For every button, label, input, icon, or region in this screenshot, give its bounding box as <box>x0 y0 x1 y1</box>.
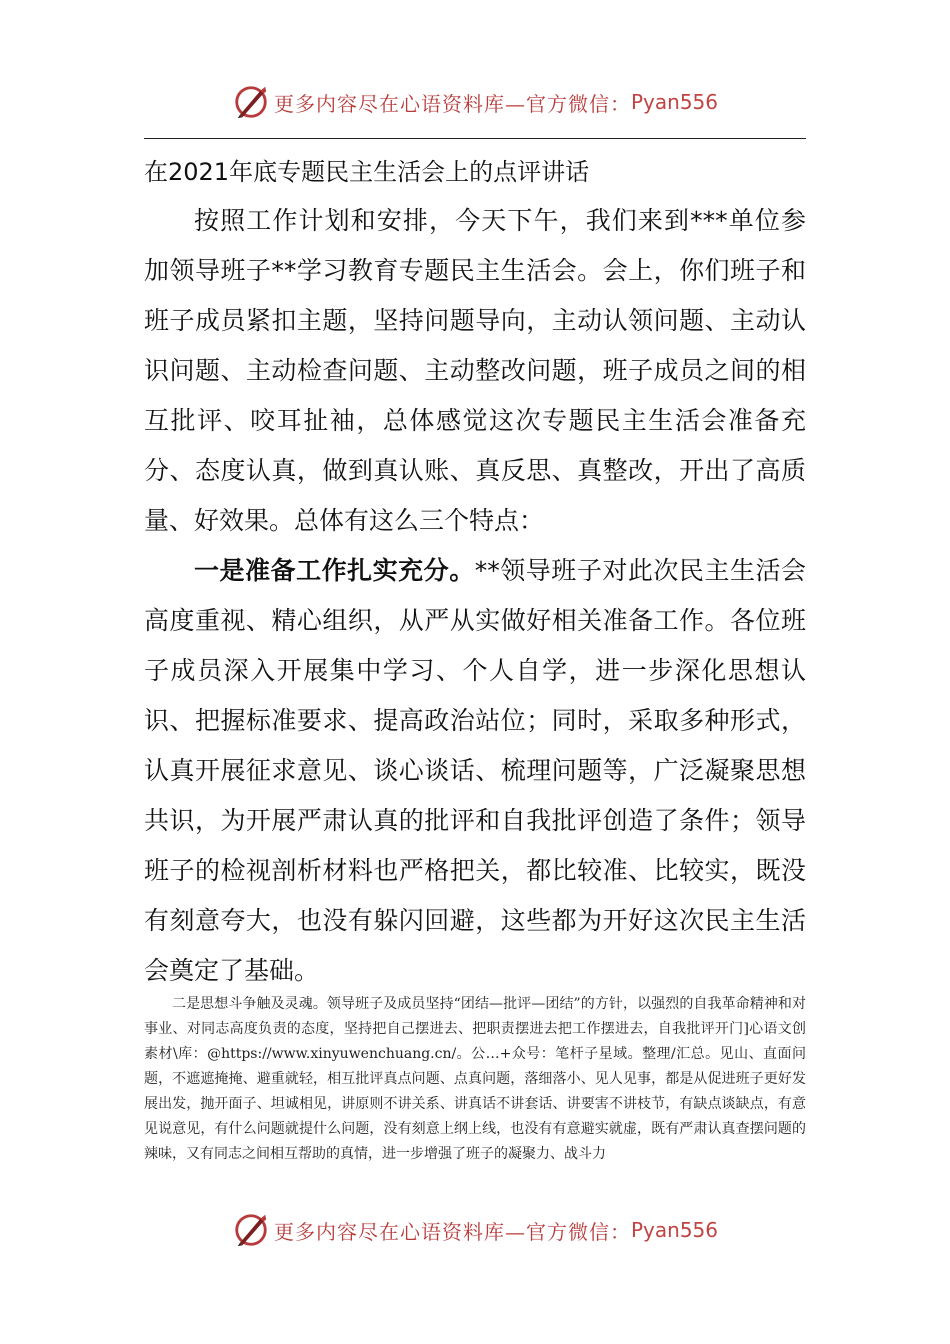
header-divider <box>144 138 806 139</box>
header-watermark <box>0 82 950 122</box>
point-1-text: **领导班子对此次民主生活会高度重视、精心组织，从严从实做好相关准备工作。各位班子成员深入开展集中学习、个人自学，进一步深化思想认识、把握标准要求、提高政治站位；同时，采取多种形式，认真开展征求意见、谈心谈话、梳理问题等，广泛凝聚思想共识，为开展严肃认真的批评和自我批评创造了条件；领导班子的检视剖析材料也严格把关，都比较准、比较实，既没有刻意夸大，也没有躲闪回避，这些都为开好这次民主生活会奠定了基础。 <box>144 556 806 985</box>
paragraph-point-2: 二是思想斗争触及灵魂。领导班子及成员坚持“团结—批评—团结”的方针，以强烈的自我革命精神和对事业、对同志高度负责的态度，坚持把自己摆进去、把职责摆进去把工作摆进去，自我批评开门]心语文创素材\库：@https://www.xinyuwenchuang.cn/。公…+众号：笔杆子星域。整理/汇总。见山、直面问题，不遮遮掩掩、避重就轻，相互批评真点问题、点真问题，落细落小、见人见事，都是从促进班子更好发展出发，抛开面子、坦诚相见，讲原则不讲关系、讲真话不讲套话、讲要害不讲枝节，有缺点谈缺点，有意见说意见，有什么问题就提什么问题，没有刻意上纲上线，也没有有意避实就虚，既有严肃认真查摆问题的辣味，又有同志之间相互帮助的真情，进一步增强了班子的凝聚力、战斗力 <box>144 996 806 1162</box>
pen-logo-icon <box>232 1211 270 1249</box>
document-title: 在2021年底专题民主生活会上的点评讲话 <box>144 158 590 186</box>
paragraph-intro: 按照工作计划和安排，今天下午，我们来到***单位参加领导班子**学习教育专题民主生活会。会上，你们班子和班子成员紧扣主题，坚持问题导向，主动认领问题、主动认识问题、主动检查问题、主动整改问题，班子成员之间的相互批评、咬耳扯袖，总体感觉这次专题民主生活会准备充分、态度认真，做到真认账、真反思、真整改，开出了高质量、好效果。总体有这么三个特点： <box>144 206 806 535</box>
pen-logo-icon <box>232 83 270 121</box>
watermark-wechat: Pyan556 <box>630 90 718 114</box>
paragraph-point-1 <box>144 546 806 996</box>
watermark-text: 更多内容尽在心语资料库—官方微信： <box>273 91 631 116</box>
watermark-wechat: Pyan556 <box>630 1218 718 1242</box>
footer-watermark <box>0 1210 950 1250</box>
point-1-heading: 一是准备工作扎实充分。 <box>194 556 475 585</box>
watermark-text: 更多内容尽在心语资料库—官方微信： <box>273 1219 631 1244</box>
document-body <box>144 196 806 996</box>
